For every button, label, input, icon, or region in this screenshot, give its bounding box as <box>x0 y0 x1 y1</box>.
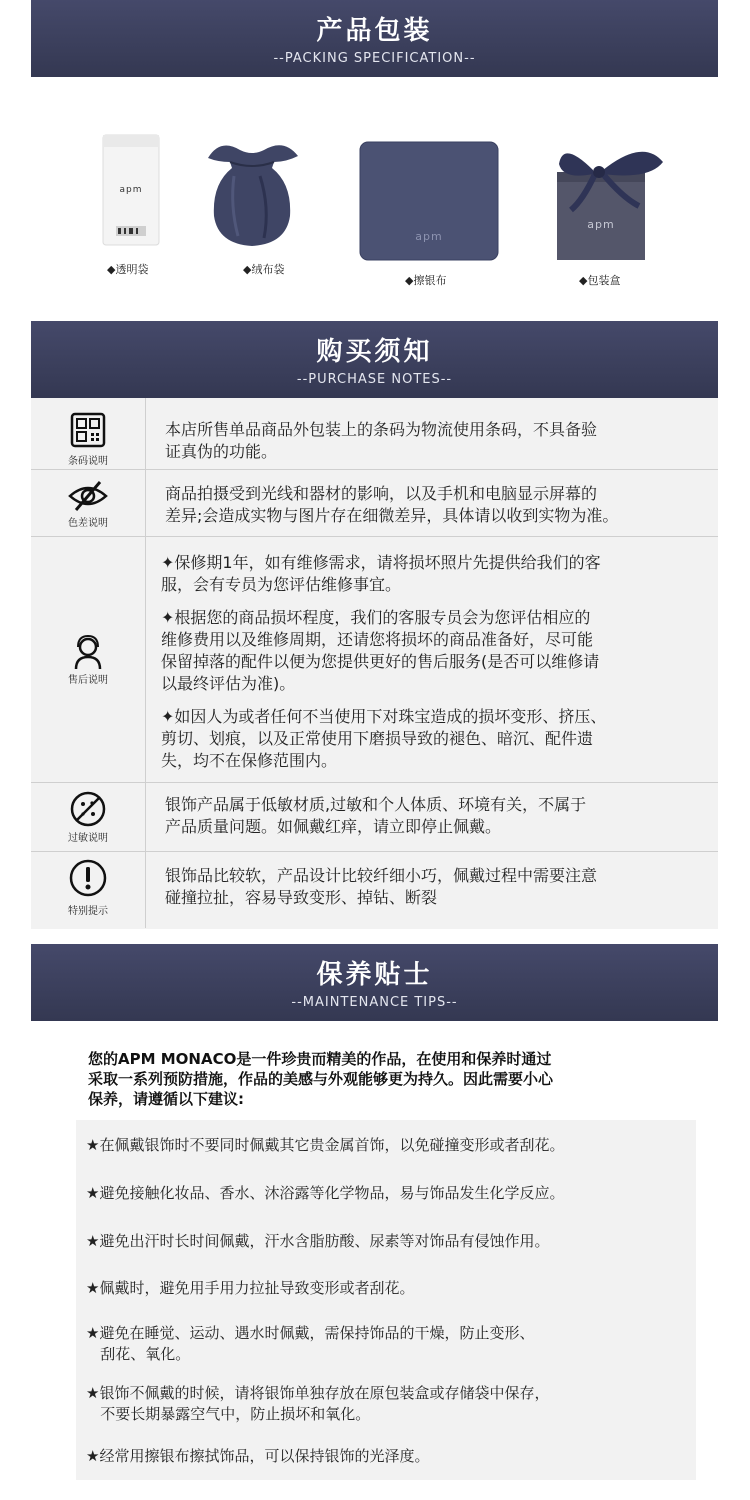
note-row-aftersales <box>31 537 718 783</box>
note-text-line: 维修费用以及维修周期，还请您将损坏的商品准备好，尽可能 <box>161 630 594 649</box>
intro-line: 采取一系列预防措施，作品的美感与外观能够更为持久。因此需要小心 <box>88 1070 554 1088</box>
tip-line: 不要长期暴露空气中，防止损坏和氧化。 <box>86 1405 371 1423</box>
packing-subtitle: --PACKING SPECIFICATION-- <box>273 51 476 66</box>
tip-item <box>86 1383 686 1425</box>
note-text-line: 产品质量问题。如佩戴红痒，请立即停止佩戴。 <box>165 817 502 836</box>
intro-line: 保养，请遵循以下建议: <box>88 1090 244 1108</box>
note-text-line: 本店所售单品商品外包装上的条码为物流使用条码，不具备验 <box>165 420 598 439</box>
tip-item <box>86 1446 686 1467</box>
tip-line: ★避免接触化妆品、香水、沐浴露等化学物品，易与饰品发生化学反应。 <box>86 1184 565 1202</box>
note-text-line: ✦保修期1年，如有维修需求，请将损坏照片先提供给我们的客 <box>161 553 601 572</box>
velvet-pouch-image <box>200 136 304 248</box>
note-text-line: 剪切、划痕，以及正常使用下磨损导致的褪色、暗沉、配件遗 <box>161 729 594 748</box>
tip-line: ★经常用擦银布擦拭饰品，可以保持银饰的光泽度。 <box>86 1447 430 1465</box>
tips-intro <box>88 1049 688 1109</box>
note-text-line: 失，均不在保修范围内。 <box>161 751 338 770</box>
note-text-line: 银饰产品属于低敏材质,过敏和个人体质、环境有关，不属于 <box>165 795 587 814</box>
gift-box-image <box>553 140 665 262</box>
note-row-allergy <box>31 783 718 852</box>
tip-line: ★避免在睡觉、运动、遇水时佩戴，需保持饰品的干燥，防止变形、 <box>86 1324 535 1342</box>
note-text-line: 碰撞拉扯，容易导致变形、掉钻、断裂 <box>165 888 438 907</box>
pack-label-polishing-cloth: ◆擦银布 <box>405 274 447 287</box>
exclamation-icon <box>68 858 108 898</box>
aftersales-para-exclusions <box>161 706 710 772</box>
tip-item <box>86 1278 686 1299</box>
tip-line: ★佩戴时，避免用手用力拉扯导致变形或者刮花。 <box>86 1279 415 1297</box>
tip-line: ★银饰不佩戴的时候，请将银饰单独存放在原包装盒或存储袋中保存， <box>86 1384 550 1402</box>
tip-item <box>86 1323 686 1365</box>
note-text-line: 证真伪的功能。 <box>165 442 278 461</box>
tip-line: 刮花、氧化。 <box>86 1345 191 1363</box>
qr-code-icon <box>68 410 108 450</box>
note-label-special: 特别提示 <box>68 906 108 917</box>
note-text-line: 服，会有专员为您评估维修事宜。 <box>161 575 402 594</box>
packing-banner <box>31 0 718 77</box>
tips-title: 保养贴士 <box>316 960 433 990</box>
allergy-icon <box>68 789 108 829</box>
note-text-line: 商品拍摄受到光线和器材的影响，以及手机和电脑显示屏幕的 <box>165 484 598 503</box>
tip-item <box>86 1231 686 1252</box>
note-label-allergy: 过敏说明 <box>68 833 108 844</box>
notes-subtitle: --PURCHASE NOTES-- <box>296 372 453 387</box>
note-label-aftersales: 售后说明 <box>68 675 108 686</box>
note-text-line: 以最终评估为准)。 <box>161 674 296 693</box>
tip-line: ★避免出汗时长时间佩戴，汗水含脂肪酸、尿素等对饰品有侵蚀作用。 <box>86 1232 550 1250</box>
note-label-color: 色差说明 <box>68 518 108 529</box>
note-text-line: 保留掉落的配件以便为您提供更好的售后服务(是否可以维修请 <box>161 652 600 671</box>
tip-item <box>86 1183 686 1204</box>
note-row-color <box>31 470 718 537</box>
pack-label-velvet-pouch: ◆绒布袋 <box>243 263 285 276</box>
tip-line: ★在佩戴银饰时不要同时佩戴其它贵金属首饰，以免碰撞变形或者刮花。 <box>86 1136 565 1154</box>
notes-banner <box>31 321 718 398</box>
tips-banner <box>31 944 718 1021</box>
aftersales-para-warranty <box>161 552 710 596</box>
customer-service-icon <box>68 633 108 673</box>
packing-title: 产品包装 <box>316 16 433 46</box>
purchase-notes-table <box>31 398 718 929</box>
cloth-logo: apm <box>415 230 443 243</box>
tip-item <box>86 1135 686 1156</box>
notes-title: 购买须知 <box>316 337 433 367</box>
note-text-line: 差异;会造成实物与图片存在细微差异，具体请以收到实物为准。 <box>165 506 619 525</box>
clear-bag-logo: apm <box>119 185 143 195</box>
note-text-line: ✦如因人为或者任何不当使用下对珠宝造成的损坏变形、挤压、 <box>161 707 607 726</box>
box-logo: apm <box>587 218 615 231</box>
note-row-special <box>31 852 718 928</box>
note-text-line: ✦根据您的商品损坏程度，我们的客服专员会为您评估相应的 <box>161 608 591 627</box>
aftersales-para-repair <box>161 607 710 695</box>
note-label-barcode: 条码说明 <box>68 456 108 467</box>
pack-label-clear-bag: ◆透明袋 <box>107 263 149 276</box>
clear-bag-image <box>102 134 160 246</box>
note-row-barcode <box>31 398 718 470</box>
note-text-line: 银饰品比较软，产品设计比较纤细小巧，佩戴过程中需要注意 <box>165 866 598 885</box>
pack-label-gift-box: ◆包装盒 <box>579 274 621 287</box>
intro-line: 您的APM MONACO是一件珍贵而精美的作品，在使用和保养时通过 <box>88 1050 552 1068</box>
tips-subtitle: --MAINTENANCE TIPS-- <box>291 995 458 1010</box>
tips-list <box>76 1120 696 1480</box>
eye-slash-icon <box>68 476 108 516</box>
polishing-cloth-image <box>358 140 500 262</box>
